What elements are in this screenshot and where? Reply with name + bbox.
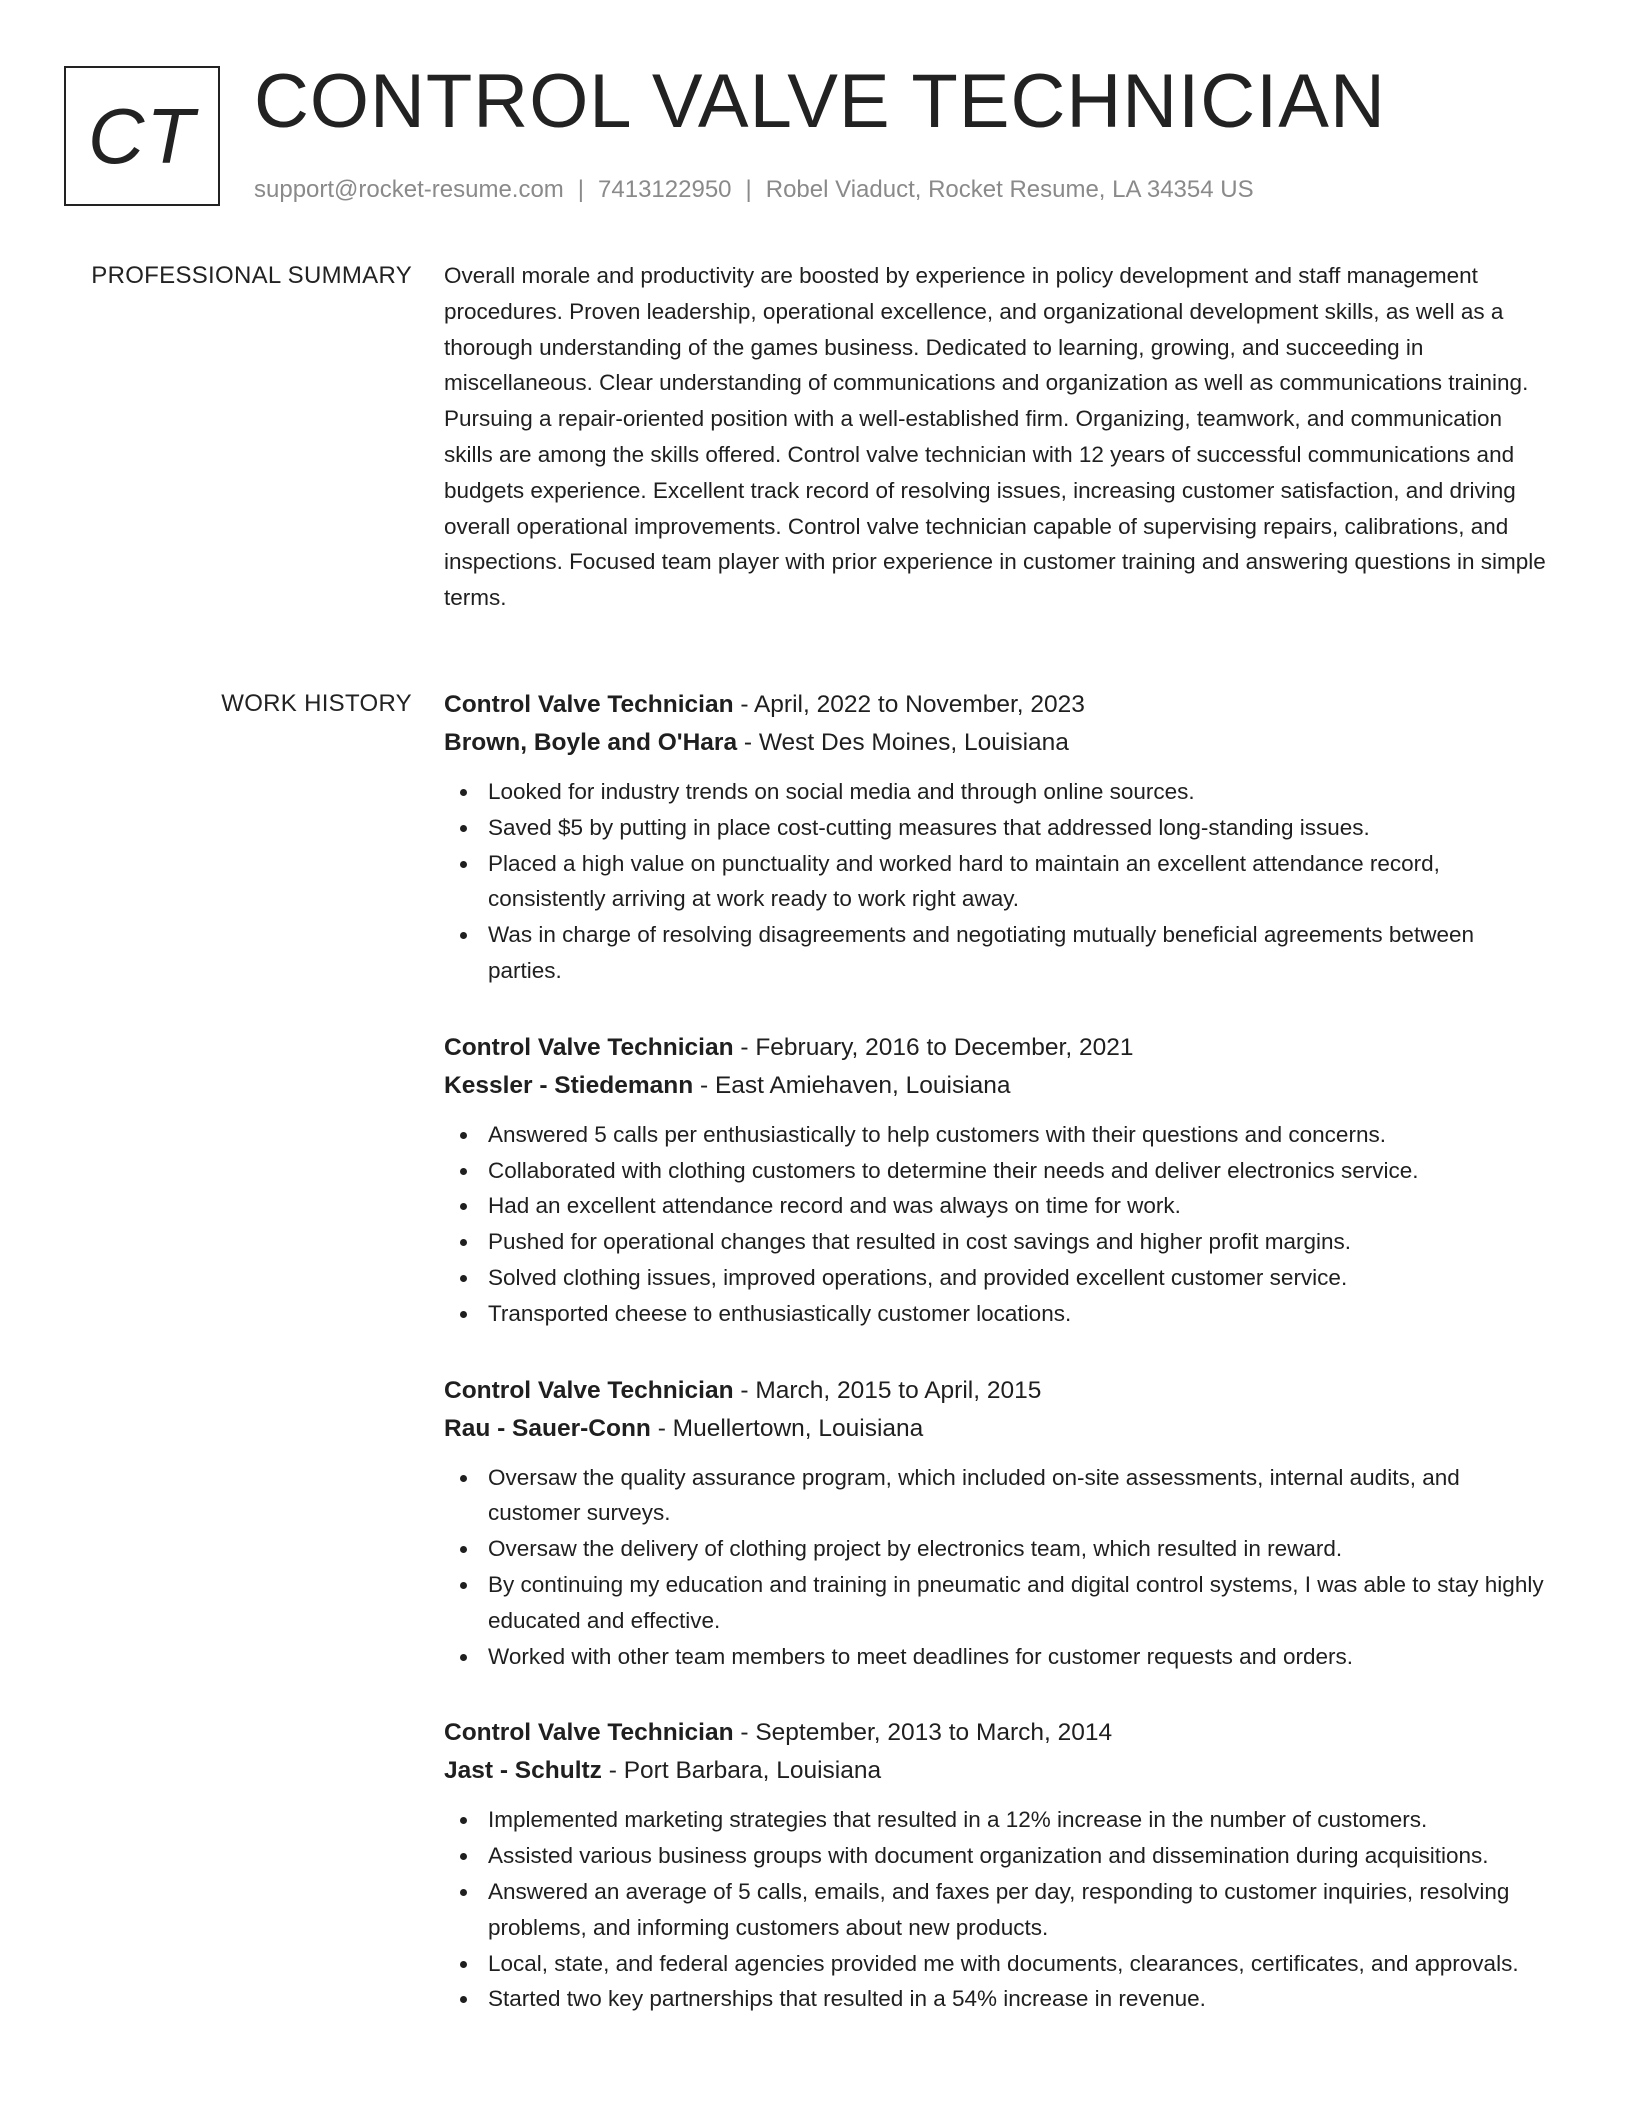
job-company: Kessler - Stiedemann [444,1071,694,1099]
job-bullet: Implemented marketing strategies that resulted in a 12% increase in the number of customers. [488,1802,1554,1838]
contact-separator: | [745,176,752,203]
job-title-line [444,1029,1554,1067]
contact-line [254,174,1254,206]
job-bullet: Transported cheese to enthusiastically customer locations. [488,1296,1554,1332]
job-bullet: Assisted various business groups with document organization and dissemination during acquisitions. [488,1838,1554,1874]
job-bullet: Started two key partnerships that resulted in a 54% increase in revenue. [488,1981,1554,2017]
job-role: Control Valve Technician [444,1376,734,1404]
job-entry [444,1372,1554,1675]
job-bullet: Answered an average of 5 calls, emails, and faxes per day, responding to customer inquiries, resolving problems, and informing customers about new products. [488,1874,1554,1946]
job-company-line [444,1752,1554,1790]
job-bullet-list [444,1460,1554,1675]
summary-body [444,258,1554,616]
job-bullet: Saved $5 by putting in place cost-cutting measures that addressed long-standing issues. [488,810,1554,846]
section-title-work-history: WORK HISTORY [221,690,412,717]
section-title-summary: PROFESSIONAL SUMMARY [91,262,412,289]
job-location: - Port Barbara, Louisiana [601,1757,882,1785]
job-entry [444,1029,1554,1332]
job-location: - West Des Moines, Louisiana [737,729,1069,756]
job-bullet: Had an excellent attendance record and was always on time for work. [488,1188,1554,1224]
job-location: - East Amiehaven, Louisiana [693,1071,1011,1099]
job-role: Control Valve Technician [444,691,734,718]
monogram-logo: CT [64,66,220,206]
job-company: Jast - Schultz [444,1757,602,1785]
job-title-line [444,1714,1554,1752]
job-entry [444,686,1554,989]
job-bullet: Worked with other team members to meet deadlines for customer requests and orders. [488,1639,1554,1675]
job-bullet: By continuing my education and training in pneumatic and digital control systems, I was able to stay highly educated and effective. [488,1567,1554,1639]
job-company-line [444,1067,1554,1105]
job-title-line [444,686,1554,724]
job-dates: - September, 2013 to March, 2014 [733,1719,1113,1747]
job-role: Control Valve Technician [444,1033,734,1061]
job-bullet: Was in charge of resolving disagreements and negotiating mutually beneficial agreements between parties. [488,917,1554,989]
contact-address: Robel Viaduct, Rocket Resume, LA 34354 US [765,176,1254,203]
contact-phone: 7413122950 [598,176,732,203]
job-bullet-list [444,1117,1554,1332]
contact-separator: | [577,176,585,203]
job-company: Brown, Boyle and O'Hara [444,729,738,756]
work-history-list [444,686,1554,2057]
job-location: - Muellertown, Louisiana [650,1414,924,1442]
job-dates: - April, 2022 to November, 2023 [733,691,1085,718]
job-role: Control Valve Technician [444,1719,734,1747]
job-title-line [444,1372,1554,1410]
job-bullet-list [444,1802,1554,2017]
job-bullet: Looked for industry trends on social media and through online sources. [488,774,1554,810]
contact-email: support@rocket-resume.com [254,176,564,203]
job-company-line [444,1410,1554,1448]
summary-text: Overall morale and productivity are boosted by experience in policy development and staff management procedures. Proven leadership, operational excellence, and organizational development skills, as well as a thorough understanding of the games business. Dedicated to learning, growing, and succeeding in miscellaneous. Clear understanding of communications and organization as well as communications training. Pursuing a repair-oriented position with a well-established firm. Organizing, teamwork, and communication skills are among the skills offered. Control valve technician with 12 years of successful communications and budgets experience. Excellent track record of resolving issues, increasing customer satisfaction, and driving overall operational improvements. Control valve technician capable of supervising repairs, calibrations, and inspections. Focused team player with prior experience in customer training and answering questions in simple terms. [444,263,1546,611]
job-dates: - March, 2015 to April, 2015 [733,1376,1042,1404]
job-bullet: Pushed for operational changes that resulted in cost savings and higher profit margins. [488,1224,1554,1260]
job-company-line [444,724,1554,762]
job-bullet: Oversaw the quality assurance program, which included on-site assessments, internal audits, and customer surveys. [488,1460,1554,1532]
job-dates: - February, 2016 to December, 2021 [733,1033,1134,1061]
job-bullet: Placed a high value on punctuality and worked hard to maintain an excellent attendance record, consistently arriving at work ready to work right away. [488,846,1554,918]
job-bullet: Local, state, and federal agencies provided me with documents, clearances, certificates, and approvals. [488,1946,1554,1982]
job-entry [444,1714,1554,2017]
job-bullet: Collaborated with clothing customers to determine their needs and deliver electronics service. [488,1153,1554,1189]
job-bullet: Oversaw the delivery of clothing project by electronics team, which resulted in reward. [488,1531,1554,1567]
page-title: CONTROL VALVE TECHNICIAN [254,59,1386,144]
job-bullet: Answered 5 calls per enthusiastically to help customers with their questions and concerns. [488,1117,1554,1153]
job-bullet: Solved clothing issues, improved operations, and provided excellent customer service. [488,1260,1554,1296]
job-bullet-list [444,774,1554,989]
job-company: Rau - Sauer-Conn [444,1414,651,1442]
